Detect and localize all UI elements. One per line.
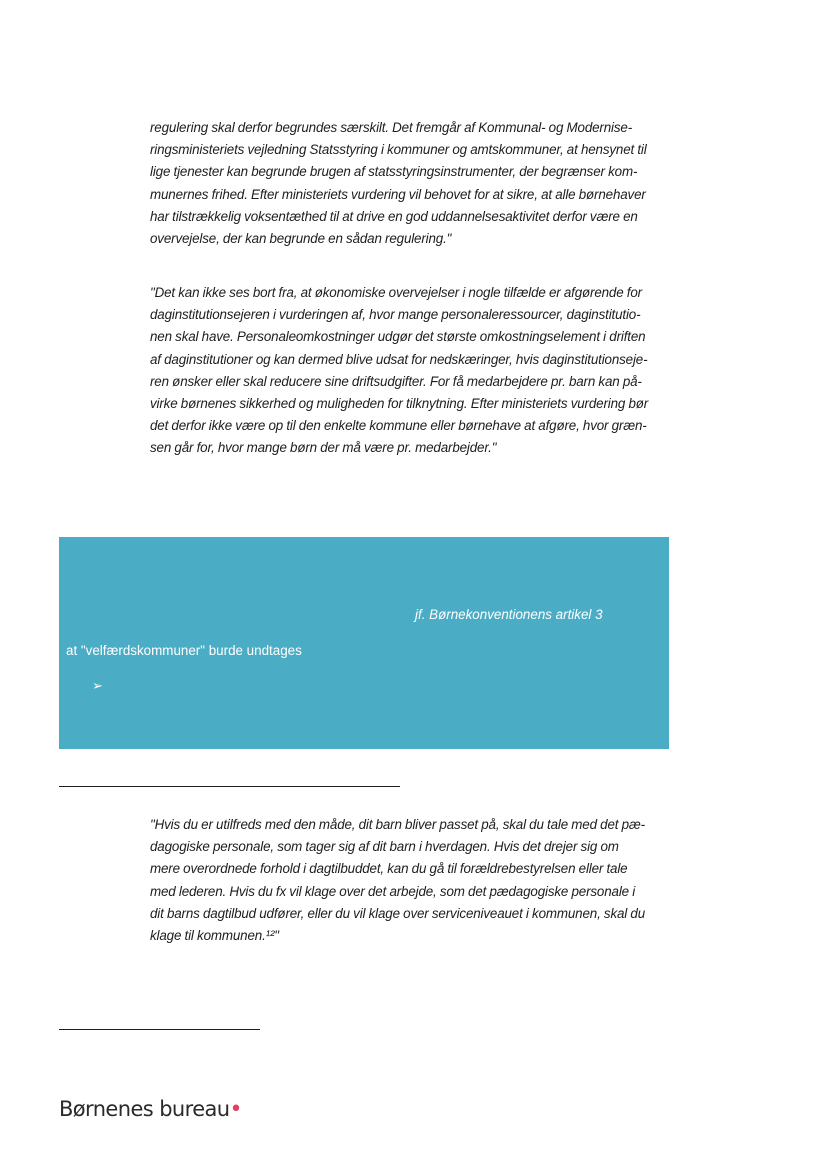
quote-line: overvejelse, der kan begrunde en sådan regulering." xyxy=(150,231,452,247)
quote-line: klage til kommunen.¹²" xyxy=(150,928,279,944)
logo-text: Børnenes bureau xyxy=(59,1097,230,1121)
quote-line: har tilstrækkelig voksentæthed til at drive en god uddannelsesaktivitet derfor være en xyxy=(150,208,638,224)
quote-line: virke børnenes sikkerhed og muligheden for tilknytning. Efter ministeriets vurdering bør xyxy=(150,396,649,412)
arrow-bullet-icon: ➢ xyxy=(92,678,103,693)
logo xyxy=(59,1097,242,1122)
box-reference-text: jf. Børnekonventionens artikel 3 xyxy=(415,607,603,622)
quote-line: sen går for, hvor mange børn der må være pr. medarbejder." xyxy=(150,440,497,456)
logo-dot-icon: • xyxy=(229,1097,242,1122)
footnote-divider xyxy=(59,1029,260,1030)
quote-line: mere overordnede forhold i dagtilbuddet, kan du gå til forældrebestyrelsen eller tale xyxy=(150,861,628,877)
quote-line: med lederen. Hvis du fx vil klage over det arbejde, som det pædagogiske personale i xyxy=(150,883,636,899)
quote-line: "Hvis du er utilfreds med den måde, dit barn bliver passet på, skal du tale med det pæ- xyxy=(150,817,645,832)
quote-line: nen skal have. Personaleomkostninger udgør det største omkostningselement i driften xyxy=(150,329,646,345)
quote-paragraph-1 xyxy=(150,117,670,250)
highlight-box xyxy=(59,537,669,749)
quote-line: "Det kan ikke ses bort fra, at økonomiske overvejelser i nogle tilfælde er afgørende for xyxy=(150,285,642,300)
quote-line: ringsministeriets vejledning Statsstyring i kommuner og amtskommuner, at hensynet til xyxy=(150,142,647,158)
quote-line: dagogiske personale, som tager sig af dit barn i hverdagen. Hvis det drejer sig om xyxy=(150,839,619,855)
quote-line: dit barns dagtilbud udfører, eller du vil klage over serviceniveauet i kommunen, skal du xyxy=(150,905,645,921)
quote-line: af daginstitutioner og kan dermed blive udsat for nedskæringer, hvis daginstitutionseje- xyxy=(150,351,648,367)
box-text: at "velfærdskommuner" burde undtages xyxy=(66,643,302,658)
quote-line: munernes frihed. Efter ministeriets vurdering vil behovet for at sikre, at alle børnehaver xyxy=(150,186,646,202)
quote-line: ren ønsker eller skal reducere sine driftsudgifter. For få medarbejdere pr. barn kan på- xyxy=(150,373,642,389)
quote-line: regulering skal derfor begrundes særskilt. Det fremgår af Kommunal- og Modernise- xyxy=(150,120,633,135)
quote-paragraph-3 xyxy=(150,814,670,947)
quote-line: lige tjenester kan begrunde brugen af statsstyringsinstrumenter, der begrænser kom- xyxy=(150,164,638,180)
quote-line: det derfor ikke være op til den enkelte kommune eller børnehave at afgøre, hvor græn- xyxy=(150,418,647,434)
divider xyxy=(59,786,400,787)
quote-line: daginstitutionsejeren i vurderingen af, hvor mange personaleressourcer, daginstitutio- xyxy=(150,307,641,323)
quote-paragraph-2 xyxy=(150,282,670,460)
